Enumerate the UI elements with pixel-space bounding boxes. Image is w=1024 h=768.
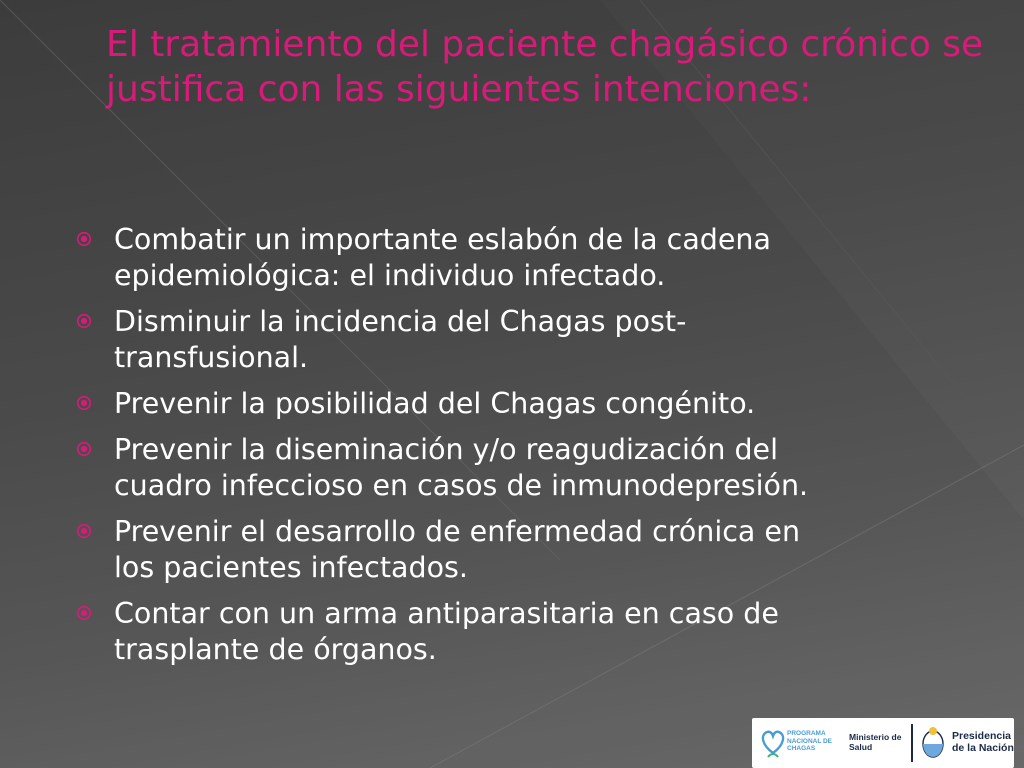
circled-dot-icon	[76, 441, 92, 457]
slide-title: El tratamiento del paciente chagásico crónico se justifica con las siguientes intenciones:	[106, 24, 984, 110]
bullet-item	[68, 222, 948, 294]
logo-divider	[911, 724, 913, 762]
bullet-list	[68, 222, 948, 678]
bullet-text: Prevenir el desarrollo de enfermedad crónica en los pacientes infectados.	[114, 515, 801, 584]
coat-of-arms-icon	[920, 726, 946, 760]
bullet-text: Combatir un importante eslabón de la cadena epidemiológica: el individuo infectado.	[114, 223, 771, 292]
chagas-program-logo-icon	[758, 723, 788, 763]
presidencia-logo-text: Presidencia de la Nación	[952, 730, 1014, 754]
bullet-text: Disminuir la incidencia del Chagas post- transfusional.	[114, 305, 687, 374]
circled-dot-icon	[76, 231, 92, 247]
bullet-item	[68, 514, 948, 586]
programa-logo-text: PROGRAMA NACIONAL DE CHAGAS	[787, 730, 833, 752]
bullet-item	[68, 432, 948, 504]
bullet-text: Prevenir la posibilidad del Chagas congénito.	[114, 387, 756, 420]
ministerio-logo-text: Ministerio de Salud	[849, 732, 902, 752]
bullet-item	[68, 596, 948, 668]
circled-dot-icon	[76, 395, 92, 411]
circled-dot-icon	[76, 523, 92, 539]
circled-dot-icon	[76, 605, 92, 621]
circled-dot-icon	[76, 313, 92, 329]
bullet-item	[68, 386, 948, 422]
bullet-item	[68, 304, 948, 376]
bullet-text: Prevenir la diseminación y/o reagudización del cuadro infeccioso en casos de inmunodepresión.	[114, 433, 809, 502]
bullet-text: Contar con un arma antiparasitaria en caso de trasplante de órganos.	[114, 597, 779, 666]
footer-logos	[752, 718, 1014, 768]
